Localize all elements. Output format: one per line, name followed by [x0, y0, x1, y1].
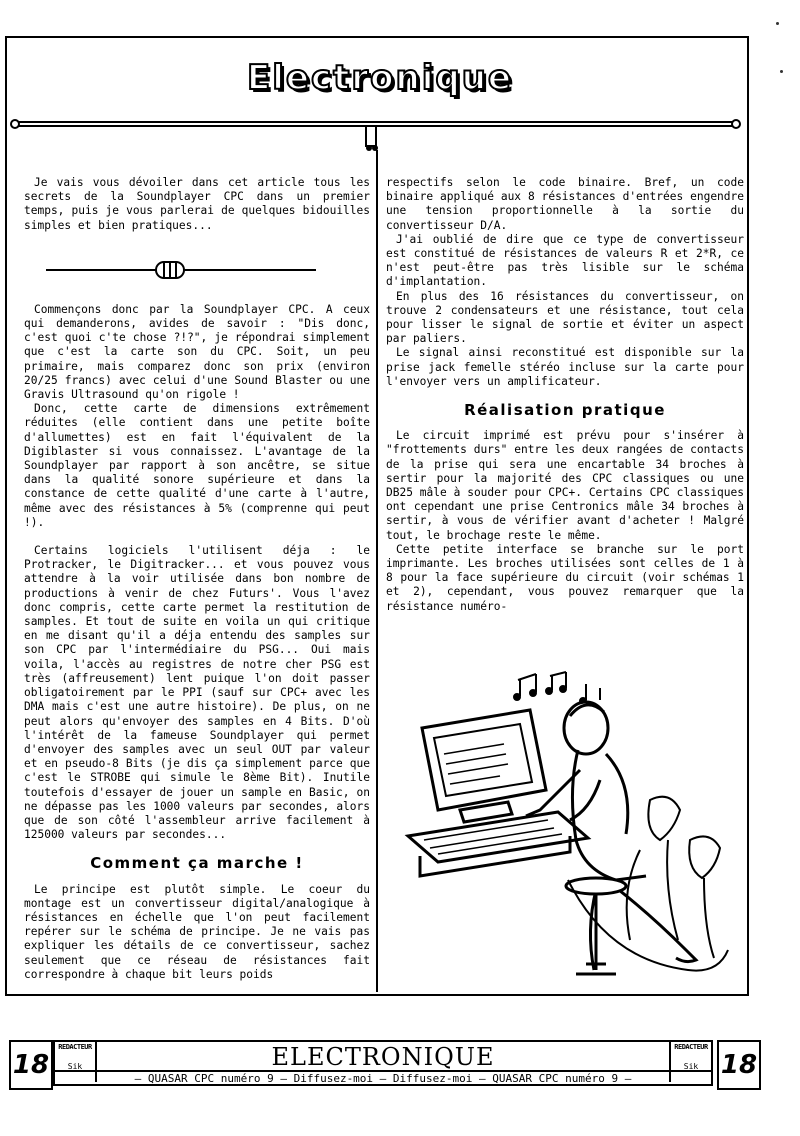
footer	[5, 1034, 757, 1092]
paragraph: Cette petite interface se branche sur le port imprimante. Les broches utilisées sont celles de 1 à 8 pour la face supérieure du circuit (voir schémas 1 et 2), cependant, vous pouvez remarquer que la résistance numéro-	[386, 542, 744, 613]
right-column	[386, 176, 744, 614]
paragraph: Donc, cette carte de dimensions extrêmement réduites (elle contient dans une petite boîte d'allumettes) est en fait l'équivalent de la Digiblaster si vous connaissez. L'avantage de la Soundplayer par rapport à son ancêtre, se situe dans la qualité sonore supérieure et dans la constance de cette qualité d'une carte à l'autre, même avec des résistances à 5% (comprenne qui peut !).	[24, 402, 370, 529]
paragraph: Certains logiciels l'utilisent déja : le Protracker, le Digitracker... et vous pouvez vous attendre à la voir utilisée dans bon nombre de productions à venir de chez Futurs'. Vous l'avez donc compris, cette carte permet la restitution de samples. Et tout de suite en voila un qui critique en me disant qu'il a déja entendu des samples sur son CPC par l'intermédiaire du PSG... Oui mais voila, l'accès au registres de notre cher PSG est très (affreusement) lent puique l'on doit passer obligatoirement par le PPI (sauf sur CPC+ avec les DMA mais c'est une autre histoire). De plus, on ne peut alors qu'envoyer des samples en 4 Bits. D'où l'intérêt de la fameuse Soundplayer qui permet d'envoyer des samples avec un seul OUT par valeur et en pseudo-8 Bits (je dis ça simplement parce que c'est le STROBE qui simule le 8ème Bit). Inutile toutefois d'essayer de jouer un sample en Basic, on ne dépasse pas les 1000 valeurs par secondes, alors que de son côté l'assembleur arrive facilement à 125000 valeurs par secondes...	[24, 544, 370, 842]
author-tag-label: REDACTEUR	[58, 1043, 92, 1051]
footer-title: ELECTRONIQUE	[271, 1043, 495, 1071]
scan-speck	[780, 70, 783, 73]
paragraph: Le signal ainsi reconstitué est disponible sur la prise jack femelle stéréo incluse sur la carte pour l'envoyer vers un amplificateur.	[386, 346, 744, 388]
footer-strip: — QUASAR CPC numéro 9 — Diffusez-moi — Diffusez-moi — QUASAR CPC numéro 9 —	[55, 1070, 711, 1086]
paragraph: respectifs selon le code binaire. Bref, un code binaire appliqué aux 8 résistances d'entrées engendre une tension proportionnelle à la sortie du convertisseur D/A.	[386, 176, 744, 232]
paragraph: En plus des 16 résistances du convertisseur, on trouve 2 condensateurs et une résistance, tout cela pour lisser le signal de sortie et éviter un aspect par paliers.	[386, 289, 744, 346]
paragraph: J'ai oublié de dire que ce type de convertisseur est constitué de résistances de valeurs R et 2*R, ce n'est peut-être pas très lisible sur le schéma d'implantation.	[386, 232, 744, 289]
section-heading: Comment ça marche !	[90, 854, 304, 873]
scan-speck	[776, 22, 779, 25]
column-divider	[376, 150, 378, 992]
cartoon-illustration	[400, 650, 750, 986]
author-tag-label: REDACTEUR	[674, 1043, 708, 1051]
section-heading: Réalisation pratique	[464, 401, 666, 420]
page-number: 18	[9, 1040, 53, 1090]
header-rule	[10, 110, 748, 158]
author-name: Sik	[67, 1062, 83, 1071]
author-name: Sik	[683, 1062, 699, 1071]
page-title: Electronique	[247, 58, 513, 98]
left-column	[24, 176, 370, 982]
paragraph: Le principe est plutôt simple. Le coeur du montage est un convertisseur digital/analogique à résistances en échelle que l'on peut facilement repérer sur le schéma de principe. Je ne vais pas expliquer les détails de ce convertisseur, sachez seulement que ce réseau de résistances fait correspondre à chaque bit leurs poids	[24, 882, 370, 981]
page-number: 18	[717, 1040, 761, 1090]
intro-paragraph: Je vais vous dévoiler dans cet article tous les secrets de la Soundplayer CPC dans un premier temps, puis je vous parlerai de quelques bidouilles simples et bien pratiques...	[24, 176, 370, 232]
keyboard-icon	[408, 812, 588, 876]
computer-monitor-icon	[422, 710, 546, 822]
paragraph: Le circuit imprimé est prévu pour s'insérer à "frottements durs" entre les deux rangées de contacts de la prise qui sera une encartable 34 broches à sertir pour la majorité des CPC classiques ou une DB25 mâle à souder pour CPC+. Certains CPC classiques ont cependant une prise Centronics mâle 34 broches à sertir, à vous de vérifier avant d'acheter ! Malgré tout, le brochage reste le même.	[386, 429, 744, 542]
paragraph: Commençons donc par la Soundplayer CPC. A ceux qui demanderons, avides de savoir : "Dis donc, c'est quoi c'te chose ?!?", je répondrai simplement que c'est la carte son du CPC. Soit, un peu primaire, mais comparez donc son prix (environ 20/25 francs) avec celui d'une Sound Blaster ou une Gravis Ultrasound qu'on rigole !	[24, 302, 370, 402]
resistor-ornament	[24, 255, 370, 285]
resistor-icon	[24, 255, 370, 285]
footer-banner	[53, 1040, 713, 1086]
music-notes-icon	[514, 672, 600, 704]
